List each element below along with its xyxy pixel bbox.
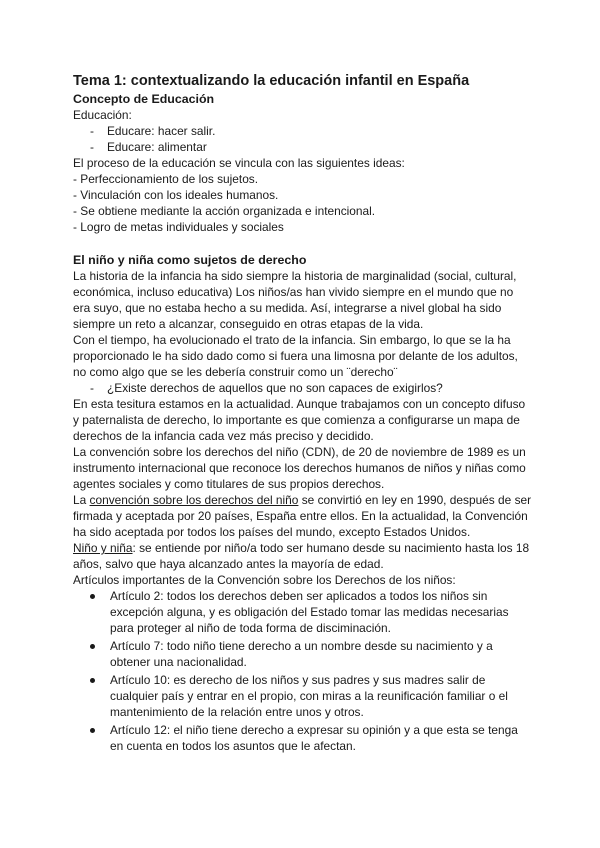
article-item — [73, 722, 533, 754]
document-title: Tema 1: contextualizando la educación infantil en España — [73, 73, 470, 89]
article-text: Artículo 10: es derecho de los niños y sus padres y sus madres salir de cualquier país y entrar en el propio, con miras a la reunificación familiar o el mantenimiento de la relación entre unos y otros. — [110, 673, 508, 719]
question-text: ¿Existe derechos de aquellos que no son capaces de exigirlos? — [107, 381, 443, 395]
list-item — [73, 139, 533, 155]
idea-line: - Logro de metas individuales y sociales — [73, 220, 284, 234]
article-text: Artículo 7: todo niño tiene derecho a un nombre desde su nacimiento y a obtener una nacionalidad. — [110, 639, 493, 669]
articles-list — [73, 588, 533, 754]
text-fragment: se convirtió en ley en 1990, después de ser firmada y aceptada por 20 países, España entre ellos. En la actualidad, la Convención ha sido aceptada por todos los países del mundo, excepto Estados Unidos. — [73, 493, 532, 539]
bullet-dot — [90, 594, 95, 599]
article-text: Artículo 2: todos los derechos deben ser aplicados a todos los niños sin excepción alguna, y es obligación del Estado tomar las medidas necesarias para proteger al niño de toda forma de disciminación. — [110, 589, 509, 635]
paragraph-cdn: La convención sobre los derechos del niño (CDN), de 20 de noviembre de 1989 es un instrumento internacional que reconoce los derechos humanos de niños y niñas como agentes sociales y como titulares de sus propios derechos. — [73, 445, 526, 491]
paragraph-evolution: Con el tiempo, ha evolucionado el trato de la infancia. Sin embargo, lo que se la ha proporcionado le ha sido dado como si fuera una limosna por delante de los adultos, no como algo que se les debería construir como un ¨derecho¨ — [73, 333, 518, 379]
ideas-lead: El proceso de la educación se vincula con las siguientes ideas: — [73, 156, 405, 170]
idea-line: - Perfeccionamiento de los sujetos. — [73, 172, 259, 186]
etymology-list — [73, 123, 533, 155]
underlined-term: Niño y niña — [73, 541, 133, 555]
document-page — [73, 72, 533, 756]
article-text: Artículo 12: el niño tiene derecho a expresar su opinión y a que esta se tenga en cuenta en todos los asuntos que le afectan. — [110, 723, 518, 753]
text-fragment: : se entiende por niño/a todo ser humano desde su nacimiento hasta los 18 años, salvo que haya alcanzado antes la mayoría de edad. — [73, 541, 530, 571]
question-list — [73, 380, 533, 396]
article-item — [73, 588, 533, 636]
bullet-dot — [90, 644, 95, 649]
article-item — [73, 638, 533, 670]
idea-line: - Vinculación con los ideales humanos. — [73, 188, 279, 202]
education-intro: Educación: — [73, 108, 132, 122]
paragraph-history: La historia de la infancia ha sido siempre la historia de marginalidad (social, cultural, económica, incluso educativa) Los niños/as han vivido siempre en el mundo que no era suyo, que no estaba hecho a su medida. Así, integrarse a nivel global ha sido siempre un reto a alcanzar, conseguido en otras etapas de la vida. — [73, 269, 517, 331]
section-heading-derecho: El niño y niña como sujetos de derecho — [73, 253, 307, 267]
articles-lead: Artículos importantes de la Convención sobre los Derechos de los niños: — [73, 573, 456, 587]
bullet-dot — [90, 728, 95, 733]
idea-line: - Se obtiene mediante la acción organizada e intencional. — [73, 204, 376, 218]
paragraph-definition — [73, 540, 533, 572]
article-item — [73, 672, 533, 720]
paragraph-convention-law — [73, 492, 533, 540]
bullet-dot — [90, 678, 95, 683]
section-spacer — [73, 235, 533, 252]
list-item-text: Educare: hacer salir. — [107, 124, 216, 138]
underlined-convention: convención sobre los derechos del niño — [89, 493, 299, 507]
paragraph-tesitura: En esta tesitura estamos en la actualidad. Aunque trabajamos con un concepto difuso y paternalista de derecho, lo importante es que comienza a configurarse un mapa de derechos de la infancia cada vez más preciso y decidido. — [73, 397, 526, 443]
list-item — [73, 123, 533, 139]
dash-marker: - — [90, 381, 94, 395]
text-fragment: La — [73, 493, 90, 507]
list-item — [73, 380, 533, 396]
section-heading-concepto: Concepto de Educación — [73, 92, 215, 106]
dash-marker: - — [90, 140, 94, 154]
list-item-text: Educare: alimentar — [107, 140, 207, 154]
dash-marker: - — [90, 124, 94, 138]
